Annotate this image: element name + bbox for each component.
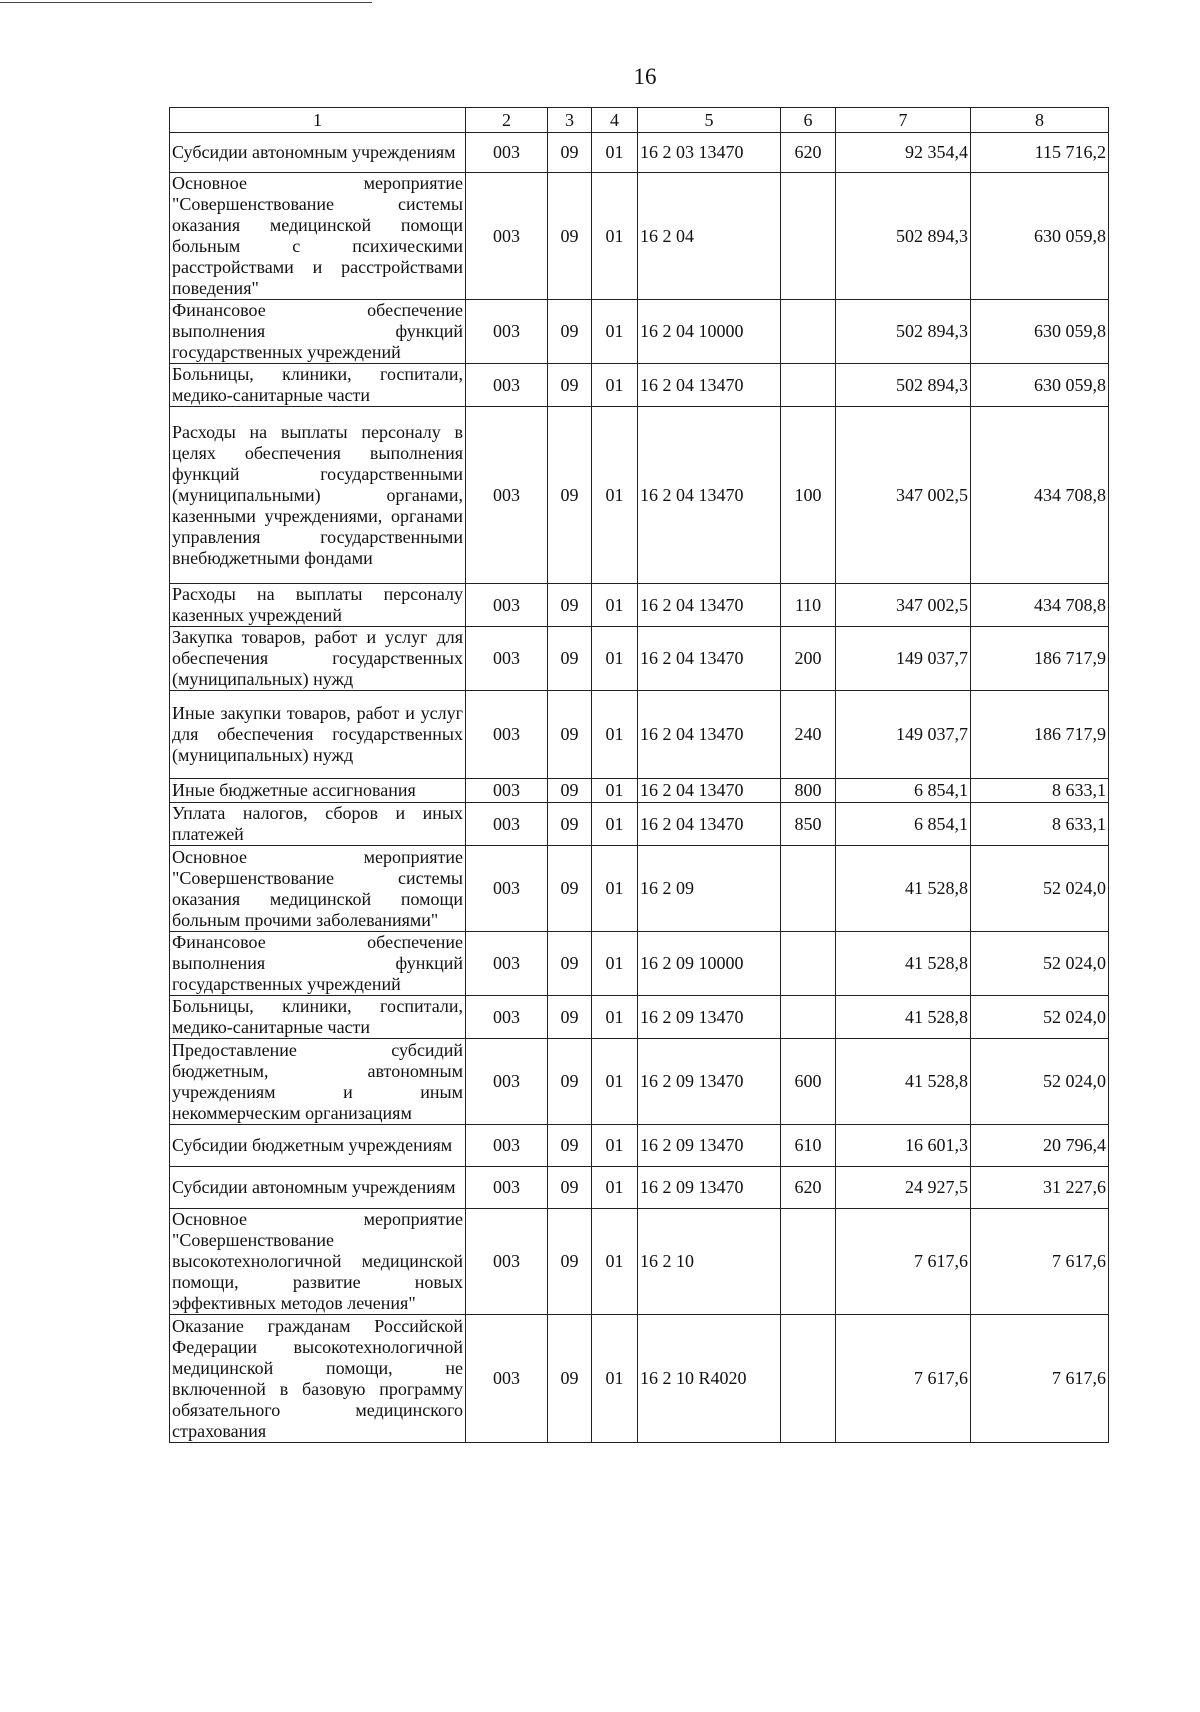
- item-name-cell: Больницы, клиники, госпитали, медико-санитарные части: [170, 364, 466, 407]
- amount-year2-cell: 630 059,8: [971, 173, 1109, 300]
- ministry-code-cell: 003: [466, 133, 548, 173]
- section-cell: 09: [548, 1039, 592, 1125]
- expense-type-cell: 240: [781, 691, 836, 779]
- item-name-cell: Расходы на выплаты персоналу в целях обеспечения выполнения функций государственными (муниципальными) органами, казенными учреждениями, органами управления государственными внебюджетными фондами: [170, 407, 466, 584]
- expense-type-cell: [781, 996, 836, 1039]
- target-article-cell: 16 2 09 13470: [638, 1167, 781, 1209]
- col-header: 1: [170, 108, 466, 133]
- amount-year1-cell: 149 037,7: [836, 691, 971, 779]
- section-cell: 09: [548, 133, 592, 173]
- section-cell: 09: [548, 803, 592, 846]
- subsection-cell: 01: [592, 1167, 638, 1209]
- target-article-cell: 16 2 09: [638, 846, 781, 932]
- subsection-cell: 01: [592, 300, 638, 364]
- ministry-code-cell: 003: [466, 407, 548, 584]
- expense-type-cell: 850: [781, 803, 836, 846]
- subsection-cell: 01: [592, 691, 638, 779]
- target-article-cell: 16 2 03 13470: [638, 133, 781, 173]
- item-name-cell: Финансовое обеспечение выполнения функций государственных учреждений: [170, 932, 466, 996]
- ministry-code-cell: 003: [466, 627, 548, 691]
- section-cell: 09: [548, 691, 592, 779]
- target-article-cell: 16 2 09 13470: [638, 996, 781, 1039]
- subsection-cell: 01: [592, 584, 638, 627]
- expense-type-cell: 610: [781, 1125, 836, 1167]
- amount-year2-cell: 186 717,9: [971, 691, 1109, 779]
- subsection-cell: 01: [592, 133, 638, 173]
- subsection-cell: 01: [592, 173, 638, 300]
- ministry-code-cell: 003: [466, 932, 548, 996]
- item-name-cell: Субсидии автономным учреждениям: [170, 1167, 466, 1209]
- item-name-cell: Уплата налогов, сборов и иных платежей: [170, 803, 466, 846]
- ministry-code-cell: 003: [466, 1209, 548, 1315]
- section-cell: 09: [548, 584, 592, 627]
- header-row: [170, 108, 1109, 133]
- target-article-cell: 16 2 04 13470: [638, 803, 781, 846]
- amount-year2-cell: 20 796,4: [971, 1125, 1109, 1167]
- ministry-code-cell: 003: [466, 584, 548, 627]
- expense-type-cell: [781, 846, 836, 932]
- table-row: [170, 932, 1109, 996]
- ministry-code-cell: 003: [466, 996, 548, 1039]
- expense-type-cell: 600: [781, 1039, 836, 1125]
- amount-year1-cell: 7 617,6: [836, 1315, 971, 1443]
- ministry-code-cell: 003: [466, 779, 548, 803]
- expense-type-cell: [781, 932, 836, 996]
- section-cell: 09: [548, 1209, 592, 1315]
- table-row: [170, 1315, 1109, 1443]
- col-header: 3: [548, 108, 592, 133]
- ministry-code-cell: 003: [466, 1039, 548, 1125]
- table-row: [170, 627, 1109, 691]
- col-header: 5: [638, 108, 781, 133]
- expense-type-cell: 620: [781, 133, 836, 173]
- amount-year1-cell: 149 037,7: [836, 627, 971, 691]
- amount-year1-cell: 7 617,6: [836, 1209, 971, 1315]
- ministry-code-cell: 003: [466, 691, 548, 779]
- item-name-cell: Основное мероприятие "Совершенствование системы оказания медицинской помощи больным прочими заболеваниями": [170, 846, 466, 932]
- subsection-cell: 01: [592, 1125, 638, 1167]
- amount-year2-cell: 7 617,6: [971, 1209, 1109, 1315]
- target-article-cell: 16 2 09 10000: [638, 932, 781, 996]
- amount-year1-cell: 41 528,8: [836, 1039, 971, 1125]
- target-article-cell: 16 2 04 13470: [638, 407, 781, 584]
- top-border-line: [0, 2, 372, 3]
- table-row: [170, 300, 1109, 364]
- section-cell: 09: [548, 846, 592, 932]
- subsection-cell: 01: [592, 779, 638, 803]
- target-article-cell: 16 2 10 R4020: [638, 1315, 781, 1443]
- item-name-cell: Субсидии бюджетным учреждениям: [170, 1125, 466, 1167]
- expense-type-cell: [781, 1209, 836, 1315]
- amount-year2-cell: 630 059,8: [971, 364, 1109, 407]
- table-row: [170, 1167, 1109, 1209]
- col-header: 2: [466, 108, 548, 133]
- amount-year2-cell: 630 059,8: [971, 300, 1109, 364]
- amount-year1-cell: 502 894,3: [836, 173, 971, 300]
- amount-year2-cell: 52 024,0: [971, 932, 1109, 996]
- item-name-cell: Субсидии автономным учреждениям: [170, 133, 466, 173]
- amount-year2-cell: 434 708,8: [971, 407, 1109, 584]
- expense-type-cell: [781, 1315, 836, 1443]
- section-cell: 09: [548, 1315, 592, 1443]
- amount-year2-cell: 52 024,0: [971, 996, 1109, 1039]
- ministry-code-cell: 003: [466, 846, 548, 932]
- amount-year1-cell: 41 528,8: [836, 996, 971, 1039]
- amount-year1-cell: 502 894,3: [836, 300, 971, 364]
- item-name-cell: Финансовое обеспечение выполнения функций государственных учреждений: [170, 300, 466, 364]
- table-row: [170, 779, 1109, 803]
- expense-type-cell: 110: [781, 584, 836, 627]
- ministry-code-cell: 003: [466, 364, 548, 407]
- col-header: 4: [592, 108, 638, 133]
- ministry-code-cell: 003: [466, 173, 548, 300]
- table-row: [170, 407, 1109, 584]
- item-name-cell: Основное мероприятие "Совершенствование высокотехнологичной медицинской помощи, развитие новых эффективных методов лечения": [170, 1209, 466, 1315]
- target-article-cell: 16 2 04 13470: [638, 779, 781, 803]
- amount-year1-cell: 16 601,3: [836, 1125, 971, 1167]
- table-row: [170, 1209, 1109, 1315]
- col-header: 6: [781, 108, 836, 133]
- section-cell: 09: [548, 364, 592, 407]
- amount-year2-cell: 8 633,1: [971, 779, 1109, 803]
- target-article-cell: 16 2 04 13470: [638, 364, 781, 407]
- amount-year1-cell: 347 002,5: [836, 407, 971, 584]
- amount-year2-cell: 7 617,6: [971, 1315, 1109, 1443]
- amount-year1-cell: 502 894,3: [836, 364, 971, 407]
- item-name-cell: Больницы, клиники, госпитали, медико-санитарные части: [170, 996, 466, 1039]
- amount-year1-cell: 6 854,1: [836, 803, 971, 846]
- subsection-cell: 01: [592, 364, 638, 407]
- table-row: [170, 996, 1109, 1039]
- expense-type-cell: 100: [781, 407, 836, 584]
- target-article-cell: 16 2 04 10000: [638, 300, 781, 364]
- subsection-cell: 01: [592, 627, 638, 691]
- target-article-cell: 16 2 09 13470: [638, 1125, 781, 1167]
- table-row: [170, 691, 1109, 779]
- target-article-cell: 16 2 04 13470: [638, 584, 781, 627]
- section-cell: 09: [548, 627, 592, 691]
- subsection-cell: 01: [592, 996, 638, 1039]
- expense-type-cell: 200: [781, 627, 836, 691]
- amount-year1-cell: 92 354,4: [836, 133, 971, 173]
- page-number: 16: [633, 64, 657, 89]
- table-row: [170, 846, 1109, 932]
- amount-year2-cell: 115 716,2: [971, 133, 1109, 173]
- item-name-cell: Иные закупки товаров, работ и услуг для обеспечения государственных (муниципальных) нужд: [170, 691, 466, 779]
- ministry-code-cell: 003: [466, 1167, 548, 1209]
- amount-year2-cell: 186 717,9: [971, 627, 1109, 691]
- section-cell: 09: [548, 1167, 592, 1209]
- subsection-cell: 01: [592, 1209, 638, 1315]
- target-article-cell: 16 2 04 13470: [638, 627, 781, 691]
- ministry-code-cell: 003: [466, 1125, 548, 1167]
- expense-type-cell: [781, 300, 836, 364]
- table-row: [170, 803, 1109, 846]
- table-row: [170, 584, 1109, 627]
- amount-year1-cell: 6 854,1: [836, 779, 971, 803]
- table-row: [170, 1125, 1109, 1167]
- subsection-cell: 01: [592, 1315, 638, 1443]
- table-row: [170, 364, 1109, 407]
- target-article-cell: 16 2 04 13470: [638, 691, 781, 779]
- subsection-cell: 01: [592, 803, 638, 846]
- amount-year2-cell: 434 708,8: [971, 584, 1109, 627]
- table-row: [170, 173, 1109, 300]
- subsection-cell: 01: [592, 932, 638, 996]
- ministry-code-cell: 003: [466, 300, 548, 364]
- amount-year2-cell: 52 024,0: [971, 846, 1109, 932]
- item-name-cell: Закупка товаров, работ и услуг для обеспечения государственных (муниципальных) нужд: [170, 627, 466, 691]
- item-name-cell: Расходы на выплаты персоналу казенных учреждений: [170, 584, 466, 627]
- amount-year1-cell: 41 528,8: [836, 846, 971, 932]
- subsection-cell: 01: [592, 846, 638, 932]
- item-name-cell: Иные бюджетные ассигнования: [170, 779, 466, 803]
- amount-year2-cell: 8 633,1: [971, 803, 1109, 846]
- expense-type-cell: [781, 364, 836, 407]
- section-cell: 09: [548, 996, 592, 1039]
- amount-year2-cell: 31 227,6: [971, 1167, 1109, 1209]
- expense-type-cell: 620: [781, 1167, 836, 1209]
- ministry-code-cell: 003: [466, 803, 548, 846]
- table-body: [170, 108, 1109, 1443]
- item-name-cell: Оказание гражданам Российской Федерации высокотехнологичной медицинской помощи, не включенной в базовую программу обязательного медицинского страхования: [170, 1315, 466, 1443]
- subsection-cell: 01: [592, 407, 638, 584]
- amount-year1-cell: 24 927,5: [836, 1167, 971, 1209]
- col-header: 7: [836, 108, 971, 133]
- item-name-cell: Основное мероприятие "Совершенствование системы оказания медицинской помощи больным с психическими расстройствами и расстройствами поведения": [170, 173, 466, 300]
- amount-year1-cell: 347 002,5: [836, 584, 971, 627]
- ministry-code-cell: 003: [466, 1315, 548, 1443]
- table-row: [170, 133, 1109, 173]
- section-cell: 09: [548, 779, 592, 803]
- section-cell: 09: [548, 1125, 592, 1167]
- section-cell: 09: [548, 932, 592, 996]
- target-article-cell: 16 2 10: [638, 1209, 781, 1315]
- expense-type-cell: 800: [781, 779, 836, 803]
- col-header: 8: [971, 108, 1109, 133]
- item-name-cell: Предоставление субсидий бюджетным, автономным учреждениям и иным некоммерческим организациям: [170, 1039, 466, 1125]
- amount-year1-cell: 41 528,8: [836, 932, 971, 996]
- target-article-cell: 16 2 09 13470: [638, 1039, 781, 1125]
- target-article-cell: 16 2 04: [638, 173, 781, 300]
- amount-year2-cell: 52 024,0: [971, 1039, 1109, 1125]
- subsection-cell: 01: [592, 1039, 638, 1125]
- section-cell: 09: [548, 173, 592, 300]
- budget-table: [169, 107, 1109, 1443]
- expense-type-cell: [781, 173, 836, 300]
- table-row: [170, 1039, 1109, 1125]
- section-cell: 09: [548, 407, 592, 584]
- section-cell: 09: [548, 300, 592, 364]
